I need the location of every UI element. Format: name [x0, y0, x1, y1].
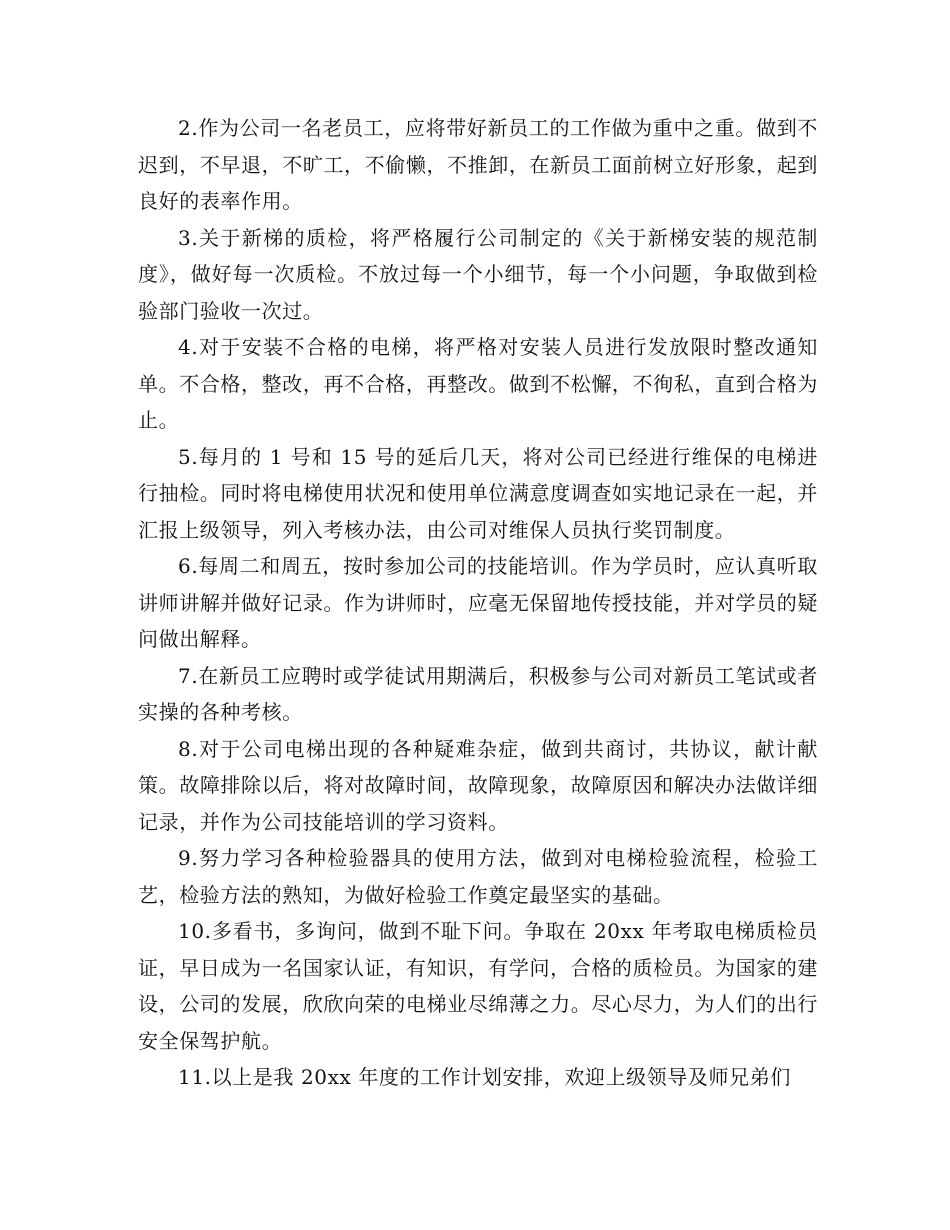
paragraph-item-3: 3.关于新梯的质检，将严格履行公司制定的《关于新梯安装的规范制度》，做好每一次质检。不放过每一个小细节，每一个小问题，争取做到检验部门验收一次过。: [138, 225, 818, 323]
paragraph-item-10: 10.多看书，多询问，做到不耻下问。争取在 20xx 年考取电梯质检员证，早日成为一名国家认证，有知识，有学问，合格的质检员。为国家的建设，公司的发展，欣欣向荣的电梯业尽绵薄之力。尽心尽力，为人们的出行安全保驾护航。: [138, 919, 818, 1053]
paragraph-item-7: 7.在新员工应聘时或学徒试用期满后，积极参与公司对新员工笔试或者实操的各种考核。: [138, 663, 818, 724]
paragraph-item-2: 2.作为公司一名老员工，应将带好新员工的工作做为重中之重。做到不迟到，不早退，不旷工，不偷懒，不推卸，在新员工面前树立好形象，起到良好的表率作用。: [138, 116, 818, 213]
paragraph-item-8: 8.对于公司电梯出现的各种疑难杂症，做到共商讨，共协议，献计献策。故障排除以后，将对故障时间，故障现象，故障原因和解决办法做详细记录，并作为公司技能培训的学习资料。: [138, 736, 818, 834]
paragraph-item-9: 9.努力学习各种检验器具的使用方法，做到对电梯检验流程，检验工艺，检验方法的熟知，为做好检验工作奠定最坚实的基础。: [138, 846, 818, 907]
paragraph-item-11: 11.以上是我 20xx 年度的工作计划安排，欢迎上级领导及师兄弟们: [178, 1065, 791, 1089]
paragraph-item-4: 4.对于安装不合格的电梯，将严格对安装人员进行发放限时整改通知单。不合格，整改，再不合格，再整改。做到不松懈，不徇私，直到合格为止。: [138, 335, 818, 432]
paragraph-item-6: 6.每周二和周五，按时参加公司的技能培训。作为学员时，应认真听取讲师讲解并做好记录。作为讲师时，应毫无保留地传授技能，并对学员的疑问做出解释。: [138, 554, 818, 651]
document-body: [138, 110, 818, 1096]
paragraph-item-5: 5.每月的 1 号和 15 号的延后几天，将对公司已经进行维保的电梯进行抽检。同时将电梯使用状况和使用单位满意度调查如实地记录在一起，并汇报上级领导，列入考核办法，由公司对维保人员执行奖罚制度。: [138, 444, 818, 542]
